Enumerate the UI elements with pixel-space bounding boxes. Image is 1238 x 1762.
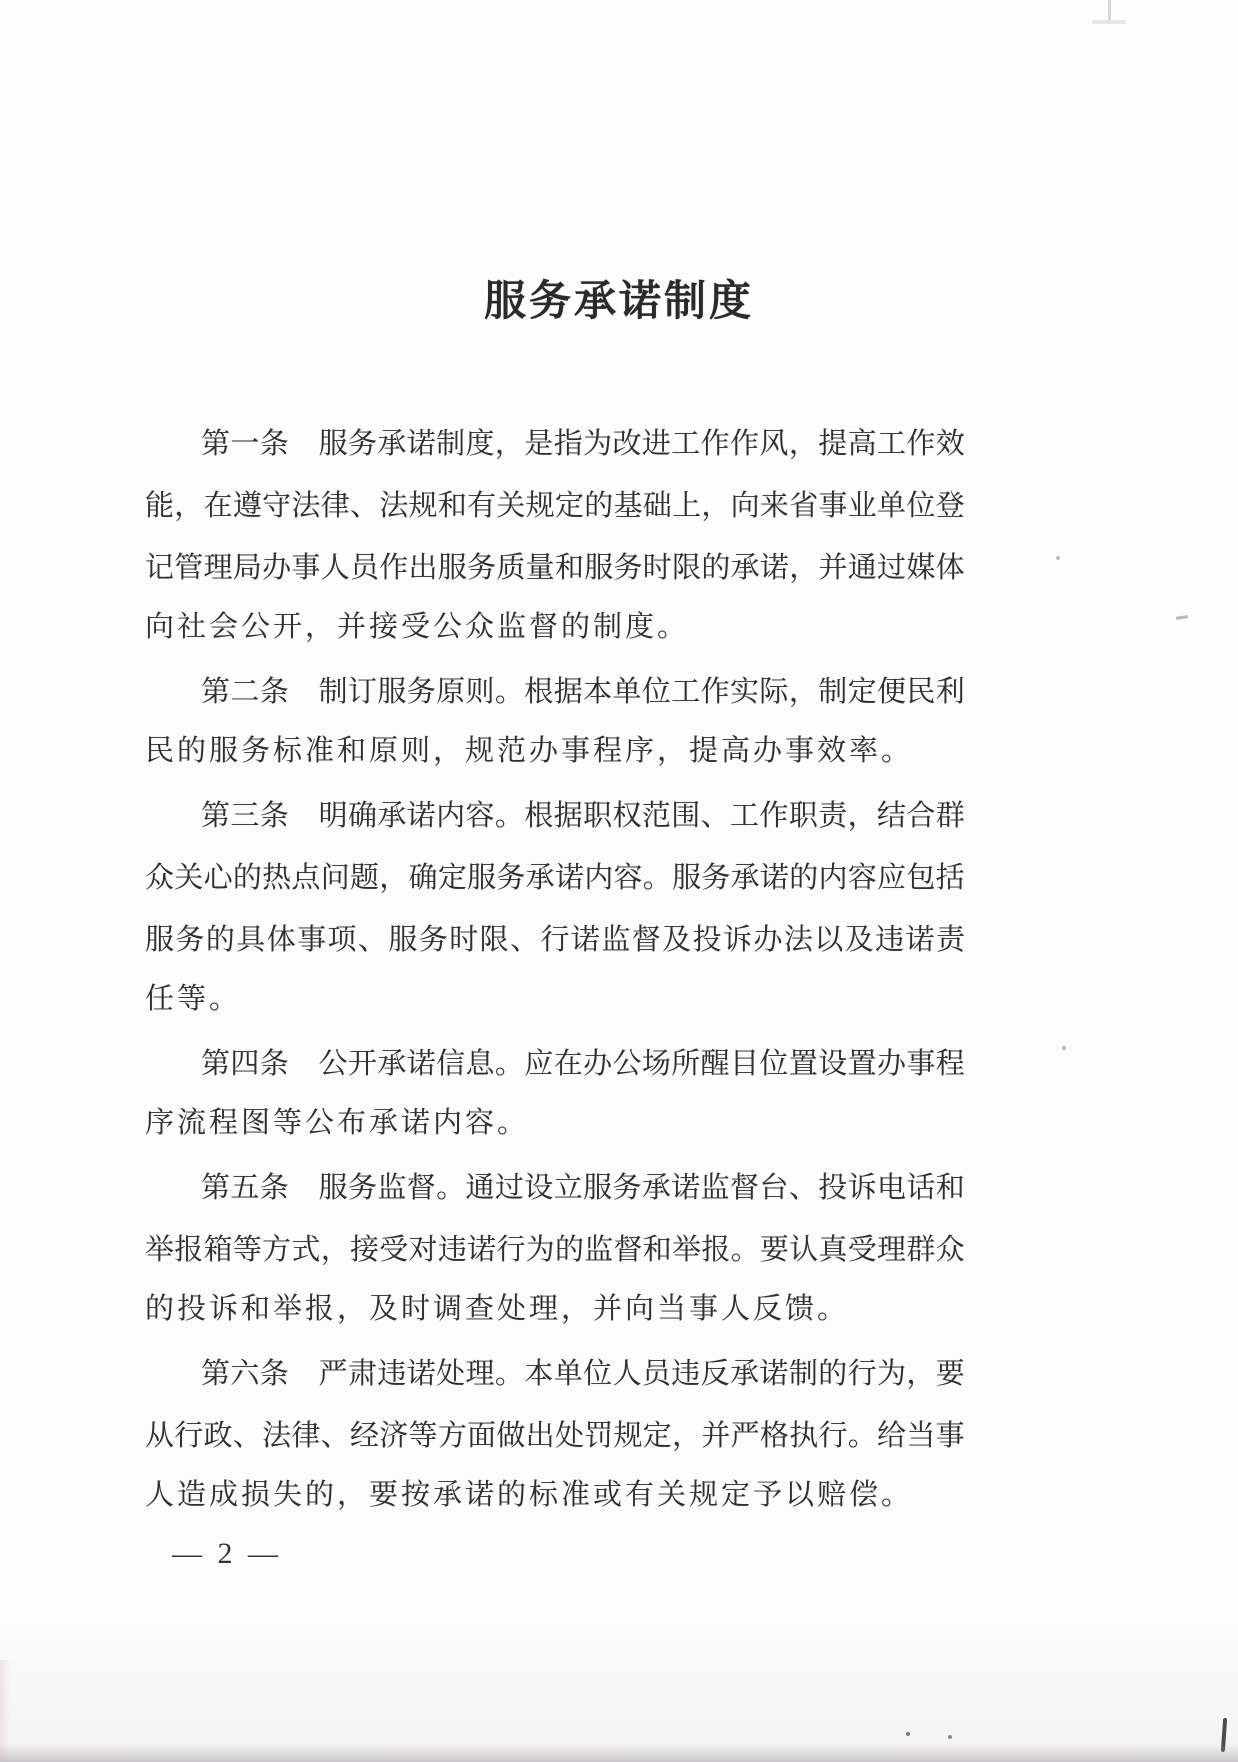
body-line: 能 ， 在 遵 守 法 律 、 法 规 和 有 关 规 定 的 基 础 上 ， 向 来 省 事 业 单 位 登: [145, 489, 965, 522]
body-line: 民的服务标准和原则，规范办事程序，提高办事效率。: [145, 735, 914, 767]
body-line: 举 报 箱 等 方 式 ， 接 受 对 违 诺 行 为 的 监 督 和 举 报 。 要 认 真 受 理 群 众: [145, 1233, 965, 1266]
body-line: 记 管 理 局 办 事 人 员 作 出 服 务 质 量 和 服 务 时 限 的 承 诺 ， 并 通 过 媒 体: [145, 551, 965, 584]
body-line: 人造成损失的，要按承诺的标准或有关规定予以赔偿。: [145, 1479, 914, 1511]
body-line: 第 三 条 明 确 承 诺 内 容 。 根 据 职 权 范 围 、 工 作 职 责 ， 结 合 群: [201, 799, 965, 832]
scan-artifact-speck: [1062, 1046, 1066, 1050]
body-line: 序流程图等公布承诺内容。: [145, 1107, 530, 1139]
document-title: 服务承诺制度: [483, 279, 754, 325]
page-number: — 2 —: [172, 1537, 282, 1570]
body-line: 的投诉和举报，及时调查处理，并向当事人反馈。: [145, 1293, 850, 1325]
body-line: 任等。: [145, 983, 242, 1015]
scan-artifact-speck: [906, 1732, 910, 1736]
body-line: 第 五 条 服 务 监 督 。 通 过 设 立 服 务 承 诺 监 督 台 、 投 诉 电 话 和: [201, 1171, 965, 1204]
scan-artifact-dash: [1176, 615, 1188, 620]
scan-artifact-edge-band: [0, 1660, 10, 1762]
body-line: 从 行 政 、 法 律 、 经 济 等 方 面 做 出 处 罚 规 定 ， 并 严 格 执 行 。 给 当 事: [145, 1419, 965, 1452]
body-line: 第 二 条 制 订 服 务 原 则 。 根 据 本 单 位 工 作 实 际 ， 制 定 便 民 利: [201, 675, 965, 708]
document-body: [145, 410, 965, 1526]
scan-artifact-speck: [1056, 556, 1060, 560]
scan-artifact-edge-dash: [1221, 1718, 1227, 1752]
scan-artifact-top-smudge: [1092, 20, 1126, 24]
body-line: 服 务 的 具 体 事 项 、 服 务 时 限 、 行 诺 监 督 及 投 诉 办 法 以 及 违 诺 责: [145, 923, 965, 956]
body-line: 众 关 心 的 热 点 问 题 ， 确 定 服 务 承 诺 内 容 。 服 务 承 诺 的 内 容 应 包 括: [145, 861, 965, 894]
body-line: 第 一 条 服 务 承 诺 制 度 ， 是 指 为 改 进 工 作 作 风 ， 提 高 工 作 效: [201, 427, 965, 460]
scan-artifact-bottom-band: [0, 1744, 1238, 1762]
body-line: 向社会公开，并接受公众监督的制度。: [145, 611, 690, 643]
body-line: 第 四 条 公 开 承 诺 信 息 。 应 在 办 公 场 所 醒 目 位 置 设 置 办 事 程: [201, 1047, 965, 1080]
body-line: 第 六 条 严 肃 违 诺 处 理 。 本 单 位 人 员 违 反 承 诺 制 的 行 为 ， 要: [201, 1357, 965, 1390]
scan-artifact-top-tick: [1108, 0, 1111, 20]
scan-artifact-speck: [948, 1735, 952, 1739]
